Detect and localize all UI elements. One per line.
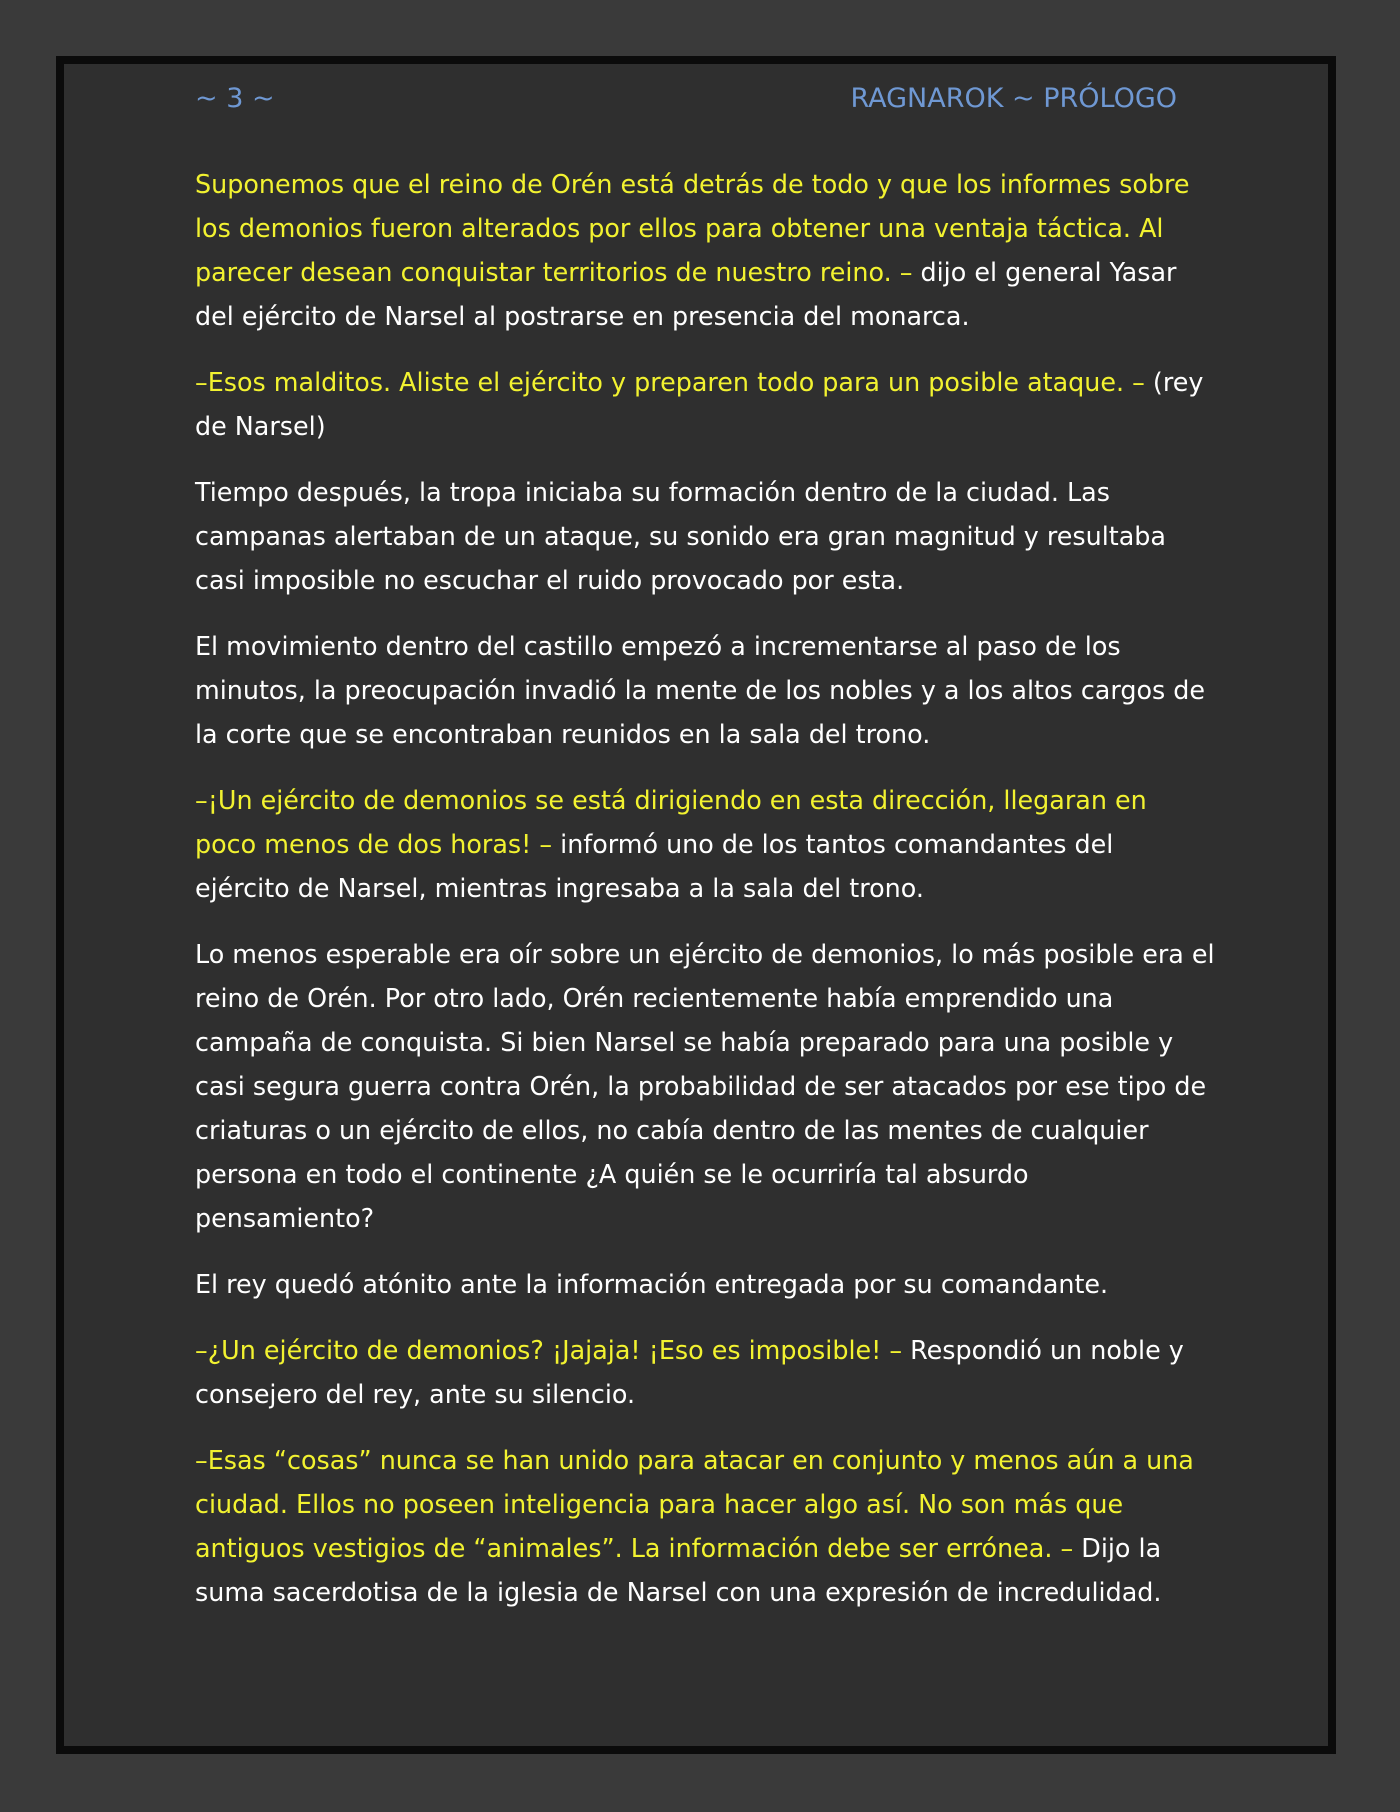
narration-text: (rey de Narsel) bbox=[195, 367, 1204, 441]
paragraph bbox=[195, 360, 1215, 448]
dialog-text: –¿Un ejército de demonios? ¡Jajaja! ¡Eso es imposible! – bbox=[195, 1335, 903, 1365]
paragraph bbox=[195, 624, 1215, 756]
body-text bbox=[195, 162, 1215, 1636]
narration-text: Respondió un noble y consejero del rey, ante su silencio. bbox=[195, 1335, 1184, 1409]
narration-text: El rey quedó atónito ante la información entregada por su comandante. bbox=[195, 1269, 1109, 1299]
dialog-text: Suponemos que el reino de Orén está detrás de todo y que los informes sobre los demonios fueron alterados por ellos para obtener una ventaja táctica. Al parecer desean conquistar territorios de nuestro reino. – bbox=[195, 169, 1190, 287]
paragraph bbox=[195, 1438, 1215, 1614]
running-title: RAGNAROK ~ PRÓLOGO bbox=[850, 83, 1177, 114]
paragraph bbox=[195, 470, 1215, 602]
page-header bbox=[195, 83, 1177, 119]
narration-text: Dijo la suma sacerdotisa de la iglesia de Narsel con una expresión de incredulidad. bbox=[195, 1533, 1162, 1607]
paragraph bbox=[195, 1328, 1215, 1416]
narration-text: dijo el general Yasar del ejército de Narsel al postrarse en presencia del monarca. bbox=[195, 257, 1177, 331]
narration-text: El movimiento dentro del castillo empezó a incrementarse al paso de los minutos, la preocupación invadió la mente de los nobles y a los altos cargos de la corte que se encontraban reunidos en la sala del trono. bbox=[195, 631, 1206, 749]
paragraph bbox=[195, 162, 1215, 338]
dialog-text: –¡Un ejército de demonios se está dirigiendo en esta dirección, llegaran en poco menos de dos horas! – bbox=[195, 785, 1147, 859]
narration-text: informó uno de los tantos comandantes del ejército de Narsel, mientras ingresaba a la sala del trono. bbox=[195, 829, 1114, 903]
dialog-text: –Esos malditos. Aliste el ejército y preparen todo para un posible ataque. – bbox=[195, 367, 1145, 397]
paragraph bbox=[195, 1262, 1215, 1306]
paragraph bbox=[195, 778, 1215, 910]
dialog-text: –Esas “cosas” nunca se han unido para atacar en conjunto y menos aún a una ciudad. Ellos no poseen inteligencia para hacer algo así. No son más que antiguos vestigios de “animales”. La información debe ser errónea. – bbox=[195, 1445, 1194, 1563]
narration-text: Tiempo después, la tropa iniciaba su formación dentro de la ciudad. Las campanas alertaban de un ataque, su sonido era gran magnitud y resultaba casi imposible no escuchar el ruido provocado por esta. bbox=[195, 477, 1166, 595]
narration-text: Lo menos esperable era oír sobre un ejército de demonios, lo más posible era el reino de Orén. Por otro lado, Orén recientemente había emprendido una campaña de conquista. Si bien Narsel se había preparado para una posible y casi segura guerra contra Orén, la probabilidad de ser atacados por ese tipo de criaturas o un ejército de ellos, no cabía dentro de las mentes de cualquier persona en todo el continente ¿A quién se le ocurriría tal absurdo pensamiento? bbox=[195, 939, 1215, 1233]
page-number: ~ 3 ~ bbox=[195, 83, 275, 114]
paragraph bbox=[195, 932, 1215, 1240]
